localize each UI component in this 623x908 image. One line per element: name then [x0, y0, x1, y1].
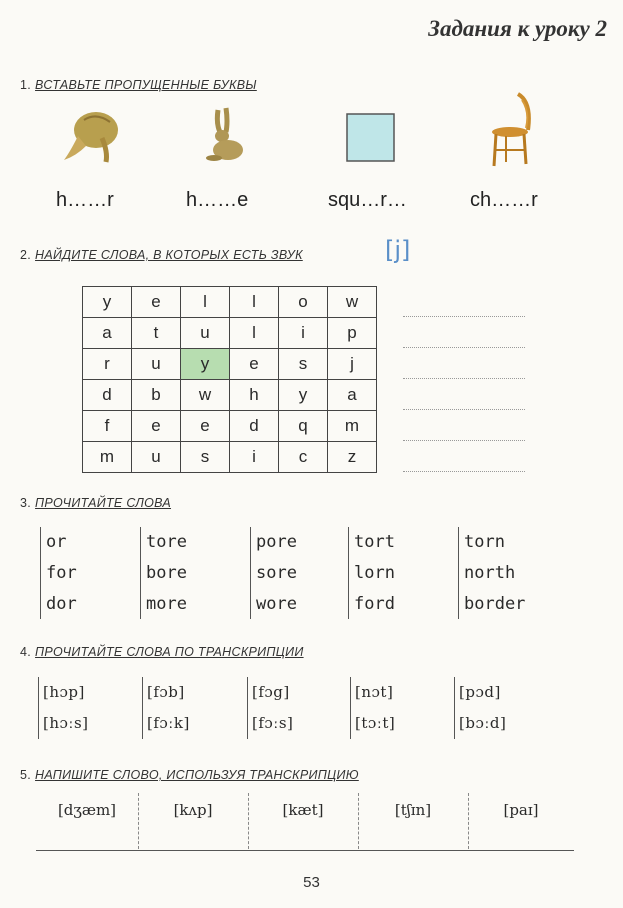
word: dor — [46, 594, 77, 614]
answer-line[interactable] — [403, 316, 525, 317]
grid-cell[interactable]: h — [230, 380, 279, 411]
transcription-column — [38, 677, 89, 739]
grid-cell[interactable]: r — [83, 349, 132, 380]
hair-icon — [62, 108, 132, 164]
word: or — [46, 532, 67, 552]
transcription: [hɔp] — [43, 683, 85, 701]
grid-cell[interactable]: y — [83, 287, 132, 318]
answer-line[interactable] — [403, 347, 525, 348]
word-column — [140, 527, 187, 619]
transcription: [tʃɪn] — [394, 801, 432, 819]
task1-heading: 1. ВСТАВЬТЕ ПРОПУЩЕННЫЕ БУКВЫ — [20, 78, 257, 92]
divider — [138, 793, 139, 849]
grid-cell[interactable]: o — [279, 287, 328, 318]
word: wore — [256, 594, 297, 614]
transcription: [fɔg] — [252, 683, 290, 701]
task2-heading: 2. НАЙДИТЕ СЛОВА, В КОТОРЫХ ЕСТЬ ЗВУК — [20, 248, 303, 262]
grid-cell[interactable]: w — [181, 380, 230, 411]
page-number: 53 — [303, 874, 320, 891]
divider — [468, 793, 469, 849]
sound-symbol: [j] — [385, 236, 411, 264]
grid-row — [83, 318, 377, 349]
word: sore — [256, 563, 297, 583]
word-column — [40, 527, 77, 619]
grid-cell[interactable]: i — [279, 318, 328, 349]
grid-row — [83, 349, 377, 380]
word: tort — [354, 532, 395, 552]
transcription: [nɔt] — [355, 683, 394, 701]
grid-cell[interactable]: d — [230, 411, 279, 442]
grid-cell[interactable]: b — [132, 380, 181, 411]
grid-cell[interactable]: u — [132, 349, 181, 380]
word: border — [464, 594, 526, 614]
transcription-column — [247, 677, 293, 739]
answer-line[interactable] — [403, 409, 525, 410]
grid-cell[interactable]: e — [181, 411, 230, 442]
transcription: [hɔːs] — [43, 714, 89, 732]
task1-word: h……r — [56, 189, 114, 211]
divider — [358, 793, 359, 849]
answer-line[interactable] — [403, 378, 525, 379]
task1-word: ch……r — [470, 189, 538, 211]
answer-line[interactable] — [403, 471, 525, 472]
transcription-column — [350, 677, 395, 739]
transcription: [dʒæm] — [57, 801, 117, 819]
grid-row — [83, 287, 377, 318]
grid-cell[interactable]: e — [132, 287, 181, 318]
chair-icon — [488, 92, 538, 168]
transcription-column — [454, 677, 506, 739]
transcription: [kæt] — [282, 801, 324, 819]
word: torn — [464, 532, 505, 552]
word-column — [458, 527, 525, 619]
grid-cell[interactable]: j — [328, 349, 377, 380]
word: north — [464, 563, 516, 583]
transcription: [pɔd] — [459, 683, 501, 701]
grid-cell[interactable]: q — [279, 411, 328, 442]
grid-cell[interactable]: z — [328, 442, 377, 473]
grid-cell[interactable]: u — [132, 442, 181, 473]
task3-heading: 3. ПРОЧИТАЙТЕ СЛОВА — [20, 496, 172, 510]
grid-cell[interactable]: e — [230, 349, 279, 380]
page-title: Задания к уроку 2 — [428, 16, 607, 41]
grid-cell[interactable]: m — [328, 411, 377, 442]
grid-cell[interactable]: t — [132, 318, 181, 349]
word-column — [348, 527, 395, 619]
letter-grid — [82, 286, 377, 473]
grid-cell[interactable]: f — [83, 411, 132, 442]
grid-row — [83, 380, 377, 411]
word-column — [250, 527, 297, 619]
grid-row — [83, 411, 377, 442]
task1-word: h……e — [186, 189, 249, 211]
word: bore — [146, 563, 187, 583]
hare-icon — [200, 106, 250, 162]
transcription: [bɔːd] — [459, 714, 507, 732]
transcription-column — [142, 677, 190, 739]
transcription: [tɔːt] — [355, 714, 396, 732]
grid-cell[interactable]: u — [181, 318, 230, 349]
grid-cell[interactable]: l — [181, 287, 230, 318]
grid-cell[interactable]: w — [328, 287, 377, 318]
task4-heading: 4. ПРОЧИТАЙТЕ СЛОВА ПО ТРАНСКРИПЦИИ — [20, 645, 304, 659]
writing-line[interactable] — [36, 850, 574, 851]
word: more — [146, 594, 187, 614]
transcription: [paɪ] — [503, 801, 539, 819]
answer-line[interactable] — [403, 440, 525, 441]
grid-cell[interactable]: a — [83, 318, 132, 349]
grid-cell[interactable]: e — [132, 411, 181, 442]
word: lorn — [354, 563, 395, 583]
word: for — [46, 563, 77, 583]
word: pore — [256, 532, 297, 552]
word: tore — [146, 532, 187, 552]
grid-cell[interactable]: c — [279, 442, 328, 473]
grid-cell[interactable]: s — [181, 442, 230, 473]
task5-heading: 5. НАПИШИТЕ СЛОВО, ИСПОЛЬЗУЯ ТРАНСКРИПЦИЮ — [20, 768, 359, 782]
transcription: [kʌp] — [173, 801, 213, 819]
grid-cell[interactable]: l — [230, 318, 279, 349]
divider — [248, 793, 249, 849]
grid-cell[interactable]: l — [230, 287, 279, 318]
square-icon — [346, 113, 396, 163]
grid-cell[interactable]: m — [83, 442, 132, 473]
grid-cell[interactable]: y — [279, 380, 328, 411]
grid-cell[interactable]: p — [328, 318, 377, 349]
grid-cell[interactable]: d — [83, 380, 132, 411]
transcription: [fɔːk] — [147, 714, 190, 732]
task1-word: squ…r… — [328, 189, 407, 211]
grid-row — [83, 442, 377, 473]
grid-cell-highlighted[interactable]: y — [181, 349, 230, 380]
grid-cell[interactable]: a — [328, 380, 377, 411]
grid-cell[interactable]: i — [230, 442, 279, 473]
transcription: [fɔb] — [147, 683, 185, 701]
transcription: [fɔːs] — [252, 714, 294, 732]
grid-cell[interactable]: s — [279, 349, 328, 380]
word: ford — [354, 594, 395, 614]
